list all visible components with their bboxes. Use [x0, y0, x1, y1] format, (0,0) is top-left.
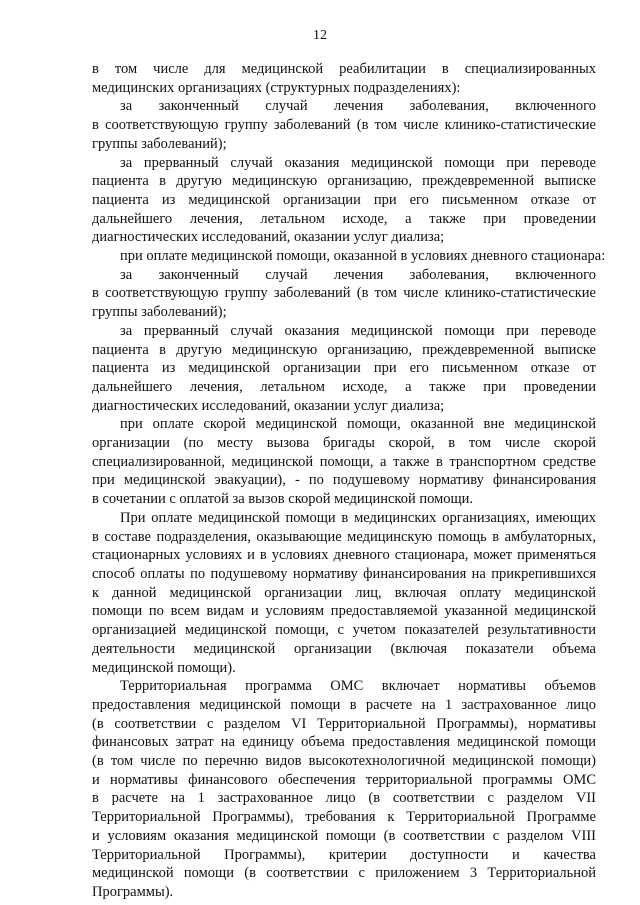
text-line: помощи по всем видам и условиям предоставляемой указанной медицинской — [92, 603, 596, 620]
text-line: в составе подразделения, оказывающие медицинскую помощь в амбулаторных, — [92, 528, 596, 545]
paragraph — [92, 322, 596, 416]
text-line: за прерванный случай оказания медицинской помощи при переводе — [120, 322, 596, 339]
paragraph — [92, 154, 596, 248]
text-line: пациента в другую медицинскую организацию, преждевременной выписке — [92, 341, 596, 358]
text-line: финансовых затрат на единицу объема предоставления медицинской помощи — [92, 734, 596, 751]
text-line: и нормативы финансового обеспечения территориальной программы ОМС — [92, 771, 596, 788]
paragraph — [92, 97, 596, 153]
text-line: пациента в другую медицинскую организацию, преждевременной выписке — [92, 173, 596, 190]
paragraph — [92, 509, 596, 677]
text-line: за прерванный случай оказания медицинской помощи при переводе — [120, 154, 596, 171]
text-line: Территориальной Программы), требования к Территориальной Программе — [92, 809, 596, 826]
paragraph — [92, 247, 606, 266]
text-line: организации (по месту вызова бригады скорой, в том числе скорой — [92, 435, 596, 452]
text-line: При оплате медицинской помощи в медицинских организациях, имеющих — [120, 509, 596, 526]
text-line: группы заболеваний); — [92, 135, 227, 152]
text-line: за законченный случай лечения заболевания, включенного — [120, 98, 596, 115]
text-line: Территориальной Программы), критерии доступности и качества — [92, 846, 596, 863]
document-body — [92, 60, 606, 902]
text-line: Территориальная программа ОМС включает нормативы объемов — [120, 678, 596, 695]
text-line: в соответствующую группу заболеваний (в том числе клинико-статистические — [92, 285, 596, 302]
text-line: специализированной, медицинской помощи, а также в транспортном средстве — [92, 453, 596, 470]
text-line: диагностических исследований, оказании услуг диализа; — [92, 229, 445, 246]
text-line: стационарных условиях и в условиях дневного стационара, может применяться — [92, 547, 596, 564]
text-line: деятельности медицинской организации (включая показатели объема — [92, 640, 596, 657]
paragraph — [92, 60, 596, 97]
paragraph — [92, 266, 596, 322]
text-line: диагностических исследований, оказании услуг диализа; — [92, 397, 445, 414]
text-line: к данной медицинской организации лиц, включая оплату медицинской — [92, 584, 596, 601]
text-line: группы заболеваний); — [92, 304, 227, 321]
text-line: за законченный случай лечения заболевания, включенного — [120, 266, 596, 283]
text-line: и условиям оказания медицинской помощи (в соответствии с разделом VIII — [92, 827, 596, 844]
text-line: дальнейшего лечения, летальном исходе, а также при проведении — [92, 210, 596, 227]
text-line: организацией медицинской помощи, с учетом показателей результативности — [92, 622, 596, 639]
text-line: в сочетании с оплатой за вызов скорой медицинской помощи. — [92, 491, 474, 508]
text-line: в том числе для медицинской реабилитации в специализированных — [92, 61, 596, 77]
text-line: (в том числе по перечню видов высокотехнологичной медицинской помощи) — [92, 753, 596, 770]
text-line: дальнейшего лечения, летальном исходе, а также при проведении — [92, 378, 596, 395]
text-line: при оплате скорой медицинской помощи, оказанной вне медицинской — [120, 416, 596, 433]
text-line: при медицинской эвакуации), - по подушевому нормативу финансирования — [92, 472, 596, 489]
text-line: при оплате медицинской помощи, оказанной в условиях дневного стационара: — [120, 248, 606, 265]
text-line: в соответствующую группу заболеваний (в том числе клинико-статистические — [92, 117, 596, 134]
text-line: пациента из медицинской организации при его письменном отказе от — [92, 360, 596, 377]
text-line: в расчете на 1 застрахованное лицо (в соответствии с разделом VII — [92, 790, 596, 807]
text-line: предоставления медицинской помощи в расчете на 1 застрахованное лицо — [92, 696, 596, 713]
paragraph — [92, 677, 596, 901]
text-line: медицинских организациях (структурных подразделениях): — [92, 79, 461, 96]
text-line: медицинской помощи). — [92, 659, 236, 676]
text-line: способ оплаты по подушевому нормативу финансирования на прикрепившихся — [92, 565, 596, 582]
text-line: медицинской помощи (в соответствии с приложением 3 Территориальной — [92, 865, 596, 882]
text-line: (в соответствии с разделом VI Территориальной Программы), нормативы — [92, 715, 596, 732]
text-line: пациента из медицинской организации при его письменном отказе от — [92, 191, 596, 208]
page-number: 12 — [313, 28, 327, 43]
paragraph — [92, 415, 596, 509]
text-line: Программы). — [92, 883, 174, 900]
